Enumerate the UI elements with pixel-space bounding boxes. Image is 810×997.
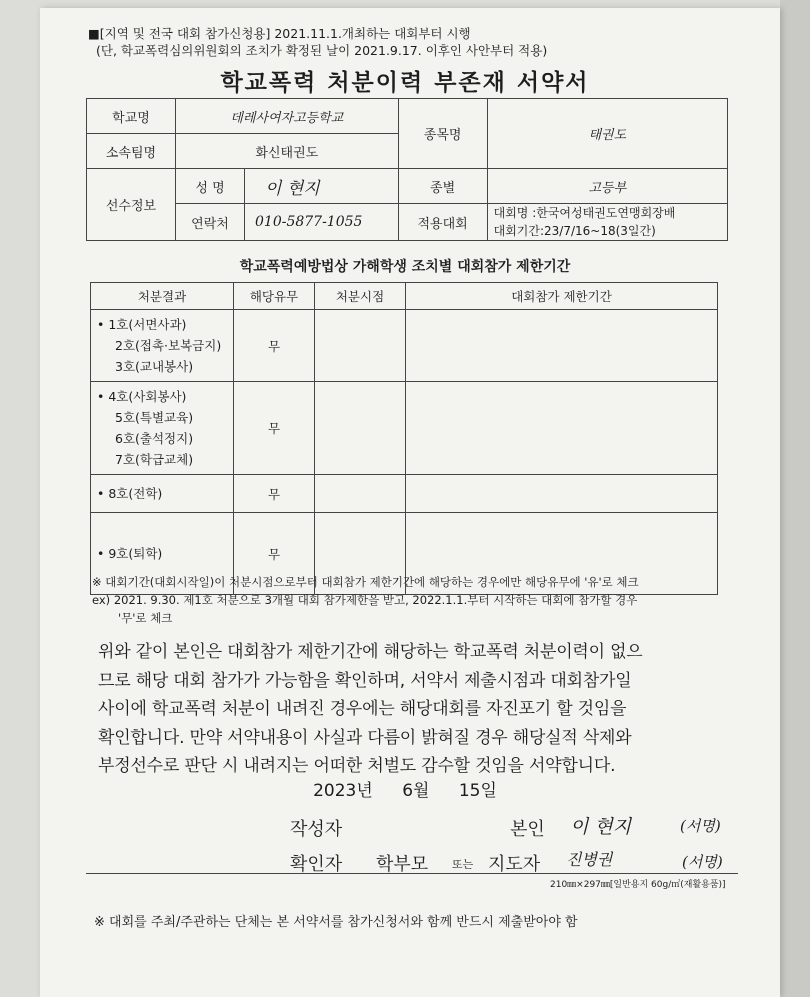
pledge-line: 사이에 학교폭력 처분이 내려진 경우에는 해당대회를 자진포기 할 것임을 <box>98 699 627 719</box>
team-value: 화신태권도 <box>176 134 399 169</box>
document-title: 학교폭력 처분이력 부존재 서약서 <box>220 70 590 96</box>
result-8: • 8호(전학) <box>97 486 163 501</box>
competition-period: 대회기간:23/7/16~18(3일간) <box>493 224 656 238</box>
pledge-line: 므로 해당 대회 참가가 가능함을 확인하며, 서약서 제출시점과 대회참가일 <box>98 670 632 691</box>
row-3-period <box>406 475 718 513</box>
disposition-table <box>90 282 718 595</box>
self-signature-mark: (서명) <box>680 817 721 835</box>
row-1-results <box>91 310 234 382</box>
coach-signature-mark: (서명) <box>682 853 723 871</box>
notice-line-2: (단, 학교폭력심의위원회의 조치가 확정된 날이 2021.9.17. 이후인 사안부터 적용) <box>96 43 548 58</box>
row-2-period <box>406 382 718 475</box>
player-label: 선수정보 <box>87 169 176 241</box>
school-label: 학교명 <box>87 99 176 134</box>
row-2-applicable: 무 <box>234 382 315 475</box>
result-3: 3호(교내봉사) <box>115 359 194 374</box>
category-value: 고등부 <box>487 169 727 204</box>
row-1-period <box>406 310 718 382</box>
event-label: 종목명 <box>398 99 487 169</box>
info-table <box>86 98 728 241</box>
contact-label: 연락처 <box>176 204 245 241</box>
restriction-subtitle: 학교폭력예방법상 가해학생 조치별 대회참가 제한기간 <box>239 259 571 275</box>
header-result: 처분결과 <box>91 283 234 310</box>
date-day: 15일 <box>458 781 497 801</box>
coach-label: 지도자 <box>488 854 541 875</box>
writer-label: 작성자 <box>290 819 343 840</box>
result-4: • 4호(사회봉사) <box>97 389 187 404</box>
row-1-time <box>315 310 406 382</box>
self-signature-name: 이 현지 <box>570 816 632 838</box>
note-line-2: ex) 2021. 9.30. 제1호 처분으로 3개월 대회 참가제한을 받고, 2022.1.1.부터 시작하는 대회에 참가할 경우 <box>92 593 638 607</box>
background-edge <box>780 0 810 997</box>
header-period: 대회참가 제한기간 <box>406 283 718 310</box>
event-value: 태권도 <box>487 99 727 169</box>
confirmer-label: 확인자 <box>290 854 343 875</box>
team-label: 소속팀명 <box>87 134 176 169</box>
competition-name: 대회명 :한국여성태권도연맹회장배 <box>493 206 676 220</box>
category-label: 종별 <box>398 169 487 204</box>
row-3-results <box>91 475 234 513</box>
date-month: 6월 <box>402 781 430 801</box>
divider-line <box>86 873 738 874</box>
row-3-time <box>315 475 406 513</box>
header-applicable: 해당유무 <box>234 283 315 310</box>
note-line-3: '무'로 체크 <box>118 611 173 625</box>
row-1-applicable: 무 <box>234 310 315 382</box>
paper-spec: 210㎜×297㎜[일반용지 60g/㎡(재활용품)] <box>550 880 726 890</box>
note-line-1: ※ 대회기간(대회시작일)이 처분시점으로부터 대회참가 제한기간에 해당하는 경우에만 해당유무에 '유'로 체크 <box>92 575 639 589</box>
name-value: 이 현지 <box>245 169 399 204</box>
result-5: 5호(특별교육) <box>115 410 194 425</box>
parent-label: 학부모 <box>376 854 429 875</box>
header-time: 처분시점 <box>315 283 406 310</box>
row-3-applicable: 무 <box>234 475 315 513</box>
name-label: 성 명 <box>176 169 245 204</box>
row-2-results <box>91 382 234 475</box>
row-4-applicable: 무 <box>234 513 315 595</box>
row-2-time <box>315 382 406 475</box>
date-year: 2023년 <box>313 781 373 801</box>
result-7: 7호(학급교체) <box>115 452 194 467</box>
pledge-text <box>98 638 738 781</box>
competition-label: 적용대회 <box>398 204 487 241</box>
school-value: 데레사여자고등학교 <box>176 99 399 134</box>
signing-date <box>0 776 810 801</box>
result-2: 2호(접촉·보복금지) <box>115 338 222 353</box>
or-label: 또는 <box>452 858 474 871</box>
result-1: • 1호(서면사과) <box>97 317 187 332</box>
self-label: 본인 <box>510 819 545 840</box>
coach-signature-name: 진병권 <box>566 850 613 869</box>
result-9: • 9호(퇴학) <box>97 546 163 561</box>
pledge-line: 확인합니다. 만약 서약내용이 사실과 다름이 밝혀질 경우 해당실적 삭제와 <box>98 727 632 748</box>
result-6: 6호(출석정지) <box>115 431 194 446</box>
notice-line-1: ■[지역 및 전국 대회 참가신청용] 2021.11.1.개최하는 대회부터 시행 <box>88 26 471 41</box>
contact-value: 010-5877-1055 <box>245 204 399 241</box>
footer-note: ※ 대회를 주최/주관하는 단체는 본 서약서를 참가신청서와 함께 반드시 제출받아야 함 <box>94 915 578 930</box>
pledge-line: 부정선수로 판단 시 내려지는 어떠한 처벌도 감수할 것임을 서약합니다. <box>98 756 616 776</box>
pledge-line: 위와 같이 본인은 대회참가 제한기간에 해당하는 학교폭력 처분이력이 없으 <box>98 642 643 662</box>
